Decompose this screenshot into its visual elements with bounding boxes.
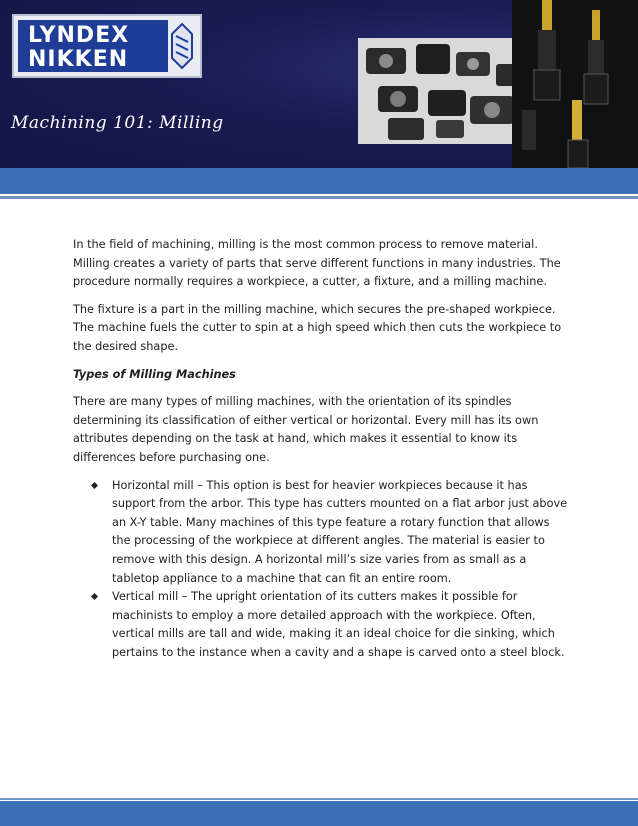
tool-holder-photo (358, 38, 530, 144)
drill-bit-icon (170, 22, 194, 70)
company-logo[interactable] (12, 14, 202, 78)
header-divider-line (0, 196, 638, 199)
list-item-text: Horizontal mill – This option is best for heavier workpieces because it has support from the arbor. This type has cutters mounted on a flat arbor just above an X-Y table. Many machines of this type feature a rotary function that allows the processing of the workpiece at different angles. The material is easier to remove with this design. A horizontal mill’s size varies from as small as a tabletop appliance to a machine that can fit an entire room. (112, 478, 568, 585)
mill-types-list (73, 477, 568, 663)
collet-chuck-photo (512, 0, 638, 168)
footer-divider-line (0, 798, 638, 800)
list-item (73, 477, 568, 589)
logo-background (18, 20, 168, 72)
diamond-bullet-icon (91, 593, 98, 600)
section-heading: Types of Milling Machines (73, 367, 236, 381)
article-body (73, 236, 568, 662)
intro-paragraph: In the field of machining, milling is the most common process to remove material. Milling creates a variety of parts that serve different functions in many industries. The procedure normally requires a workpiece, a cutter, a fixture, and a milling machine. (73, 238, 561, 289)
logo-line-2: NIKKEN (28, 47, 129, 72)
types-paragraph: There are many types of milling machines, with the orientation of its spindles determining its classification of either vertical or horizontal. Every mill has its own attributes depending on the task at hand, which makes it essential to know its differences before purchasing one. (73, 395, 539, 464)
logo-line-1: LYNDEX (28, 23, 130, 48)
footer-accent-bar (0, 801, 638, 826)
list-item-text: Vertical mill – The upright orientation of its cutters makes it possible for machinists to employ a more detailed approach with the workpiece. Often, vertical mills are tall and wide, making it an ideal choice for die sinking, which pertains to the instance when a cavity and a shape is carved onto a steel block. (112, 590, 565, 659)
diamond-bullet-icon (91, 482, 98, 489)
fixture-paragraph: The fixture is a part in the milling machine, which secures the pre-shaped workpiece. The machine fuels the cutter to spin at a high speed which then cuts the workpiece to the desired shape. (73, 302, 562, 353)
list-item (73, 588, 568, 662)
header-accent-bar (0, 168, 638, 194)
header-banner (0, 0, 638, 168)
page-title: Machining 101: Milling (11, 113, 224, 133)
